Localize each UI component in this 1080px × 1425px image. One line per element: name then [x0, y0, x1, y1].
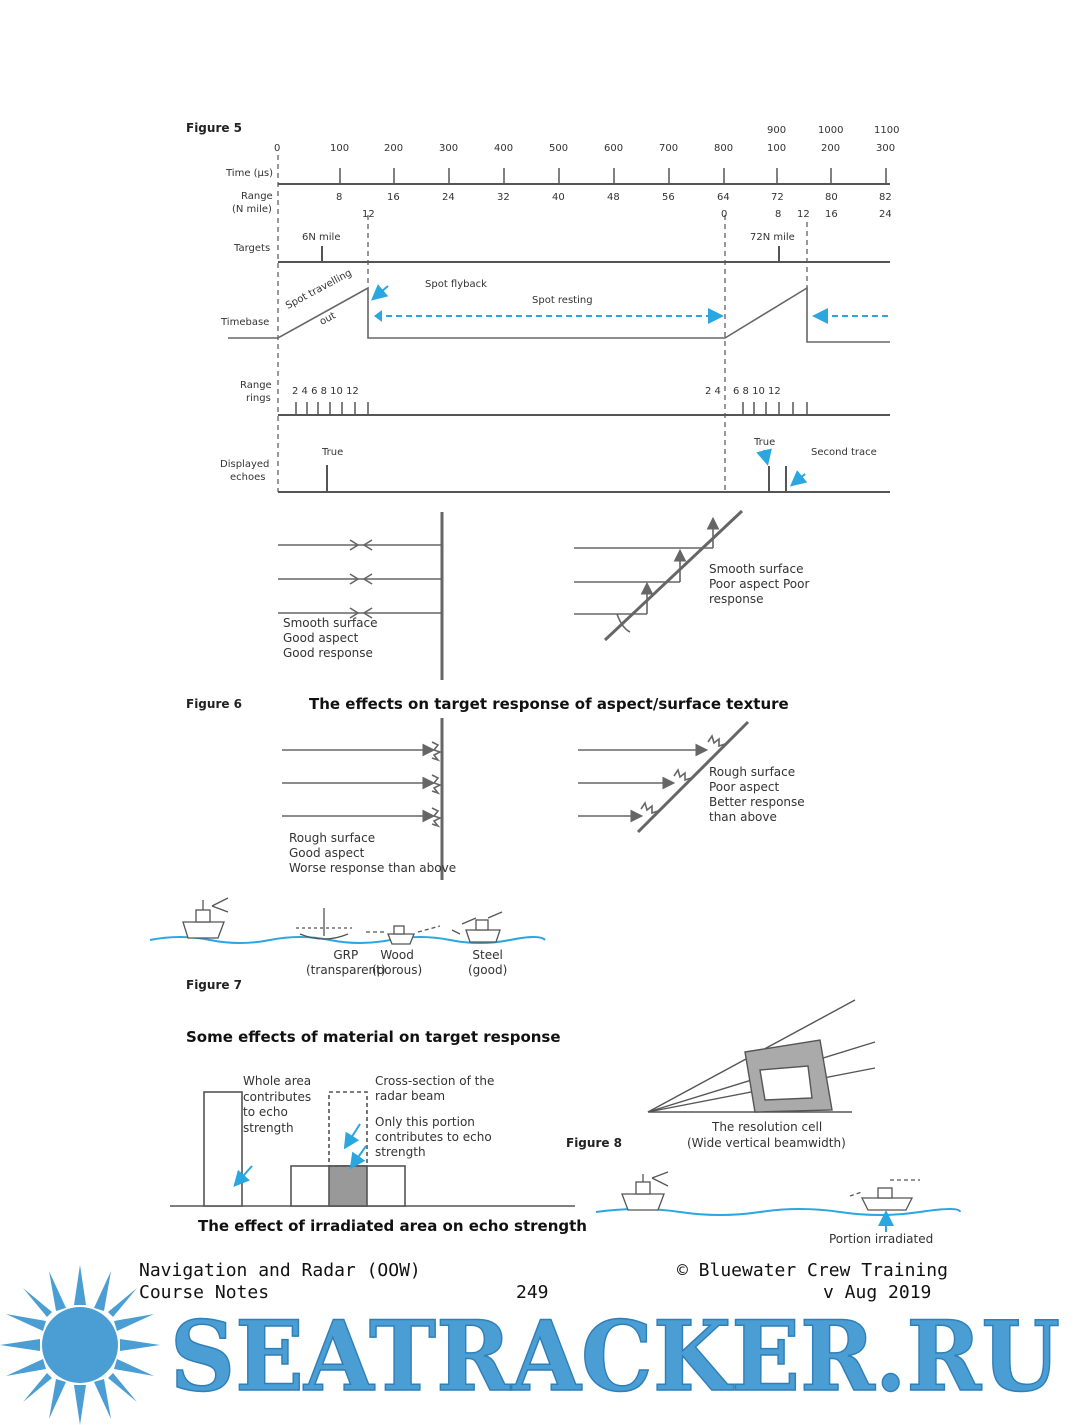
caption-line: Good response [283, 646, 373, 660]
caption-line: strength [375, 1145, 426, 1159]
sun-icon [0, 1265, 160, 1425]
material-steel [468, 948, 507, 978]
figure8-label: Figure 8 [566, 1136, 623, 1150]
caption-line: Poor aspect [709, 780, 780, 794]
material-note: (porous) [372, 963, 423, 977]
time-tick-label: 400 [494, 143, 514, 154]
cross-section-caption [375, 1074, 494, 1104]
watermark-text: SEATRACKER.RU [170, 1300, 1060, 1413]
dashed-markers [278, 155, 807, 492]
grp-boat-icon [296, 908, 352, 939]
footer-course-title: Navigation and Radar (OOW) [139, 1260, 421, 1281]
time-tick-label: 100 [330, 143, 350, 154]
range-rings-axis-label: Range [240, 380, 272, 391]
caption-line: Whole area [243, 1074, 312, 1088]
beamwidth-label: (Wide vertical beamwidth) [687, 1136, 846, 1150]
caption-line: response [709, 592, 764, 606]
resolution-cell-label: The resolution cell [712, 1120, 823, 1134]
material-wood [372, 948, 422, 978]
range-rings-values-2a: 2 4 [705, 386, 721, 397]
material-note: (good) [468, 963, 508, 977]
ship-icon-figure8 [622, 1172, 668, 1210]
smooth-good-caption [283, 616, 377, 661]
range-axis-unit: (N mile) [232, 204, 272, 215]
portion-arrow [352, 1146, 366, 1166]
range-tick-label: 72 [771, 192, 784, 203]
targets-axis-label: Targets [234, 243, 271, 254]
range-tick-label: 32 [497, 192, 510, 203]
time-tick-label: 1000 [818, 125, 844, 136]
time-tick-label: 500 [549, 143, 569, 154]
time-ticks [340, 168, 886, 184]
whole-area-caption [243, 1074, 311, 1136]
time-tick-label: 600 [604, 143, 624, 154]
spot-travelling-label-2: out [318, 310, 338, 328]
irradiated-area-diagram [170, 1089, 575, 1206]
rough-poor-caption [709, 765, 805, 825]
irradiated-title: The effect of irradiated area on echo strength [198, 1217, 587, 1235]
figure7-title: Some effects of material on target response [186, 1028, 561, 1046]
spot-resting-arrow-left [374, 310, 382, 322]
time-tick-label: 300 [439, 143, 459, 154]
time-tick-label: 800 [714, 143, 734, 154]
second-trace-label: Second trace [811, 447, 877, 458]
range-sub-label: 12 [362, 209, 375, 220]
range-tick-label: 80 [825, 192, 838, 203]
caption-line: Good aspect [283, 631, 359, 645]
ship-icon [183, 898, 228, 938]
range-rings-axis-label-2: rings [246, 393, 271, 404]
target-boat-figure8 [850, 1180, 920, 1210]
steel-boat-icon [452, 912, 502, 942]
footer-course-notes: Course Notes [139, 1282, 270, 1303]
range-tick-label: 8 [336, 192, 343, 203]
true-echo-label-2: True [754, 437, 776, 448]
spot-resting-label: Spot resting [532, 295, 593, 306]
footer-copyright: © Bluewater Crew Training [677, 1260, 948, 1281]
caption-line: contributes to echo [375, 1130, 492, 1144]
spot-flyback-label: Spot flyback [425, 279, 487, 290]
range-tick-label: 48 [607, 192, 620, 203]
time-tick-label: 200 [821, 143, 841, 154]
caption-line: Cross-section of the [375, 1074, 495, 1088]
material-note: (transparent) [306, 963, 386, 977]
caption-line: Rough surface [709, 765, 796, 779]
cross-section-arrow [346, 1124, 360, 1146]
material-name: GRP [333, 948, 359, 962]
caption-line: than above [709, 810, 777, 824]
range-sub-label: 8 [775, 209, 782, 220]
spot-travelling-label: Spot travelling [284, 267, 354, 312]
range-sub-label: 0 [721, 209, 728, 220]
true-arrow [764, 450, 767, 462]
material-name: Wood [380, 948, 414, 962]
range-sub-label: 12 [797, 209, 810, 220]
footer-page-number: 249 [516, 1282, 549, 1303]
range-sub-label: 24 [879, 209, 892, 220]
time-axis-label: Time (µs) [226, 168, 274, 179]
caption-line: to echo [243, 1105, 288, 1120]
caption-line: Better response [709, 795, 805, 809]
time-tick-label: 200 [384, 143, 404, 154]
caption-line: Rough surface [289, 831, 376, 845]
range-rings-values-1: 2 4 6 8 10 12 [292, 386, 359, 397]
resolution-cell-diagram [648, 1000, 875, 1112]
range-rings-values-2b: 6 8 10 12 [733, 386, 781, 397]
target-6nm-label: 6N mile [302, 232, 341, 243]
range-tick-label: 82 [879, 192, 892, 203]
caption-line: Only this portion [375, 1115, 475, 1129]
caption-line: contributes [243, 1089, 312, 1104]
range-tick-label: 16 [387, 192, 400, 203]
caption-line: Smooth surface [283, 616, 378, 630]
displayed-echoes-label-2: echoes [230, 472, 266, 483]
range-sub-label: 16 [825, 209, 838, 220]
figure6-title: The effects on target response of aspect/surface texture [309, 695, 789, 713]
caption-line: Worse response than above [289, 861, 457, 875]
range-tick-label: 40 [552, 192, 565, 203]
range-ring-ticks [296, 402, 807, 415]
time-tick-label: 1100 [874, 125, 900, 136]
range-axis-label: Range [241, 191, 273, 202]
time-tick-label: 300 [876, 143, 896, 154]
figure6-label: Figure 6 [186, 697, 243, 711]
timebase-axis-label: Timebase [221, 317, 270, 328]
caption-line: radar beam [375, 1089, 446, 1103]
range-tick-label: 24 [442, 192, 455, 203]
figure5-label: Figure 5 [186, 121, 243, 135]
time-tick-label: 0 [274, 143, 281, 154]
range-tick-label: 56 [662, 192, 675, 203]
rough-good-caption [289, 831, 456, 876]
displayed-echoes-label: Displayed [220, 459, 270, 470]
time-tick-label: 700 [659, 143, 679, 154]
range-tick-label: 64 [717, 192, 730, 203]
portion-irradiated-label: Portion irradiated [829, 1232, 934, 1246]
time-tick-label: 100 [767, 143, 787, 154]
caption-line: strength [243, 1120, 294, 1135]
target-72nm-label: 72N mile [750, 232, 795, 243]
only-portion-caption [375, 1115, 492, 1160]
smooth-poor-caption [709, 562, 809, 607]
footer-version: v Aug 2019 [823, 1282, 932, 1303]
second-trace-arrow [793, 474, 805, 484]
watermark-logo [0, 1265, 1080, 1425]
caption-line: Smooth surface [709, 562, 804, 576]
caption-line: Good aspect [289, 846, 365, 860]
caption-line: Poor aspect Poor [709, 577, 810, 591]
true-echo-label-1: True [322, 447, 344, 458]
figure7-label: Figure 7 [186, 978, 243, 992]
material-name: Steel [472, 948, 503, 962]
flyback-arrow [374, 286, 388, 298]
time-tick-label: 900 [767, 125, 787, 136]
